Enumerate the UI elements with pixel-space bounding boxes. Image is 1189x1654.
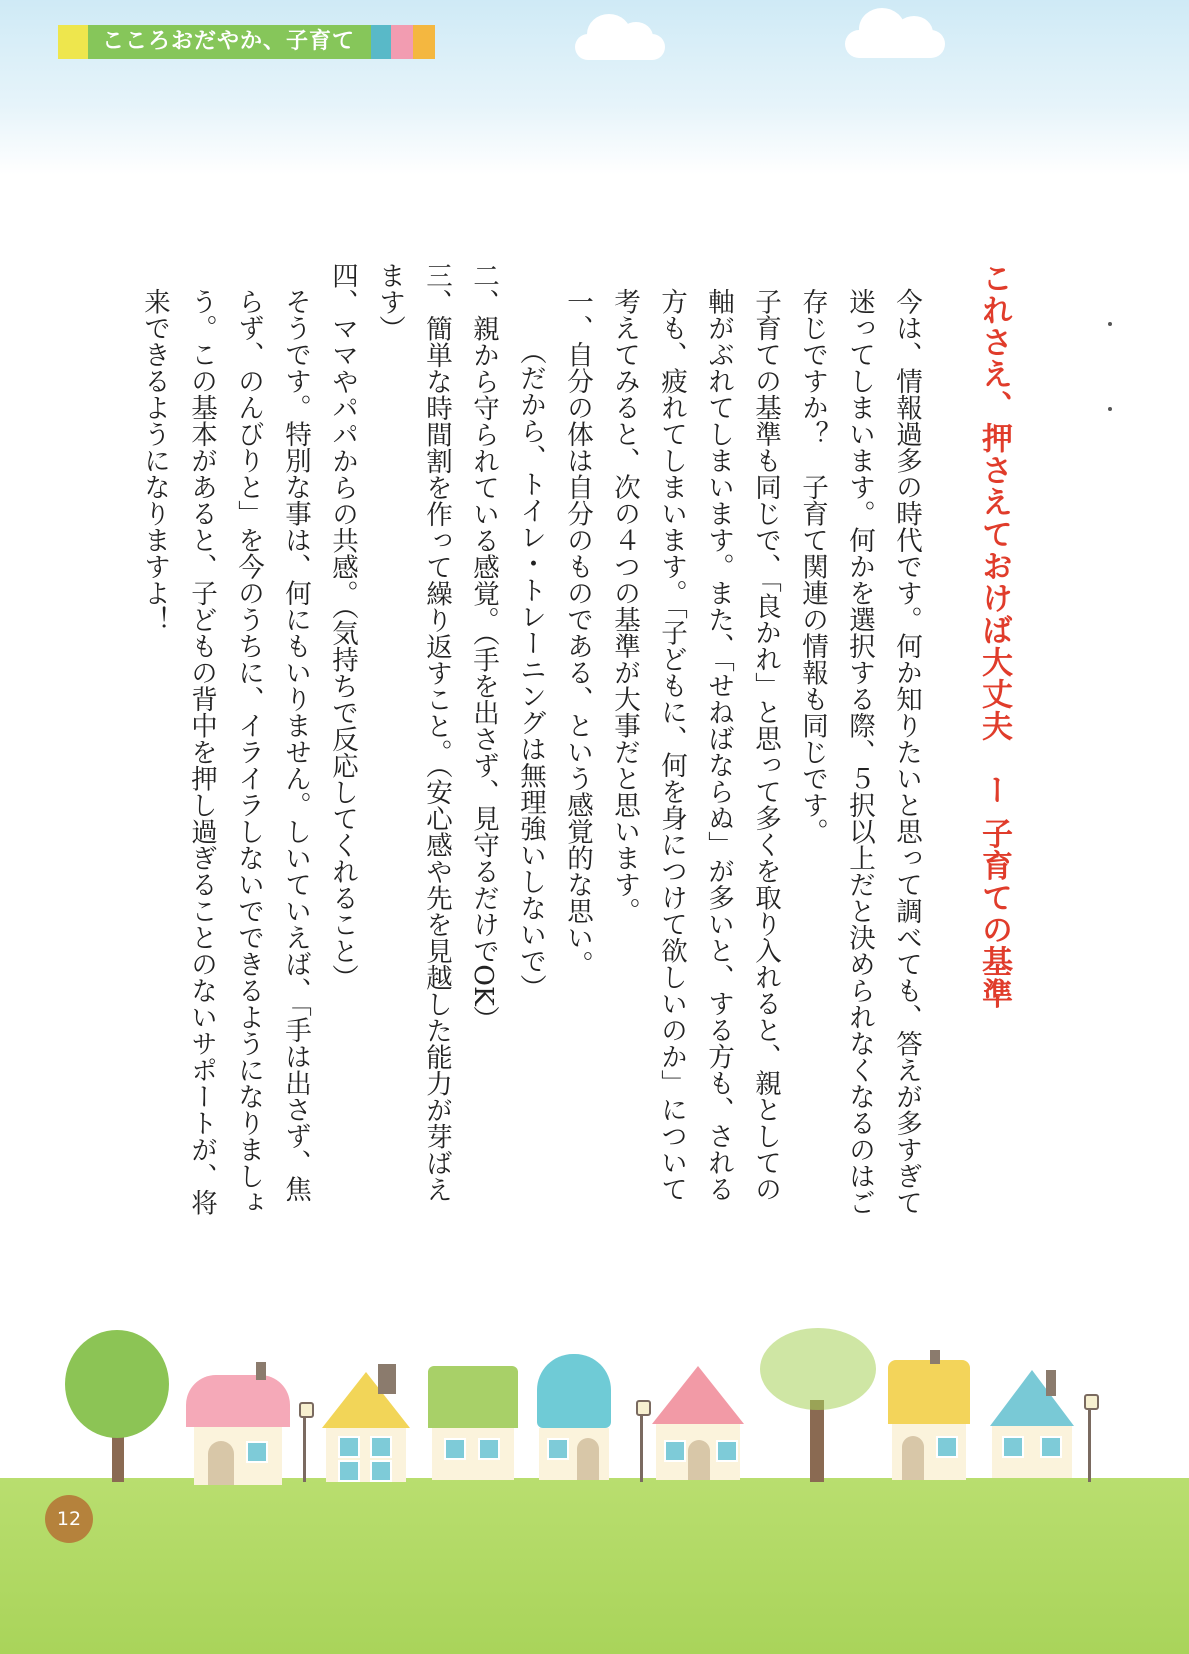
grass-ground (0, 1478, 1189, 1654)
header-color-block (413, 25, 435, 59)
list-item: 二、親から守られている感覚。（手を出さず、見守るだけでOK） (468, 262, 499, 1033)
page-number: 12 (45, 1495, 93, 1543)
article-title: これさえ、押さえておけば大丈夫 ー 子育ての基準 (976, 262, 1012, 1010)
closing-paragraph: そうです。特別な事は、何にもいりません。しいていえば、「手は出さず、焦らず、のんびりと」を今のうちに、イライラしないでできるようになりましょう。この基本があると、子どもの背中を押し過ぎることのないサポートが、将来できるようになりますよ！ (139, 288, 311, 1216)
town-illustration (0, 1300, 1189, 1654)
leafy-tree-icon (760, 1328, 876, 1410)
list-item: 一、自分の体は自分のものである、という感覚的な思い。 (562, 288, 593, 977)
article-body (131, 262, 1017, 1222)
apple-tree-icon (65, 1330, 169, 1438)
list-item: 四、ママやパパからの共感。（気持ちで反応してくれること） (327, 262, 358, 991)
list-item-note: （だから、トイレ・トレーニングは無理強いしないで） (515, 338, 546, 1001)
paragraph: 今は、情報過多の時代です。何か知りたいと思って調べても、答えが多すぎて迷ってしまいます。何かを選択する際、５択以上だと決められなくなるのはご存じですか？ 子育て関連の情報も同じです。 (797, 288, 922, 1216)
header-color-block (58, 25, 88, 59)
chimney (930, 1350, 940, 1364)
decorative-dot (1108, 407, 1112, 411)
chimney (1046, 1370, 1056, 1396)
chimney (378, 1364, 396, 1394)
header-color-block (371, 25, 391, 59)
tree-trunk (810, 1400, 824, 1482)
street-lamp-icon (303, 1412, 306, 1482)
street-lamp-icon (640, 1410, 643, 1482)
cloud-illustration (575, 34, 665, 60)
header-color-block (391, 25, 413, 59)
section-label: こころおだやか、子育て (88, 25, 371, 59)
street-lamp-icon (1088, 1404, 1091, 1482)
paragraph: 子育ての基準も同じで、「良かれ」と思って多くを取り入れると、親としての軸がぶれてしまいます。また、「せねばならぬ」が多いと、する方も、される方も、疲れてしまいます。「子どもに、何を身につけて欲しいのか」について考えてみると、次の４つの基準が大事だと思います。 (609, 288, 781, 1203)
chimney (256, 1362, 266, 1380)
section-header-bar (58, 25, 435, 59)
decorative-dot (1108, 322, 1112, 326)
list-item: 三、簡単な時間割を作って繰り返すこと。（安心感や先を見越した能力が芽ばえます） (374, 262, 452, 1203)
cloud-illustration (845, 30, 945, 58)
